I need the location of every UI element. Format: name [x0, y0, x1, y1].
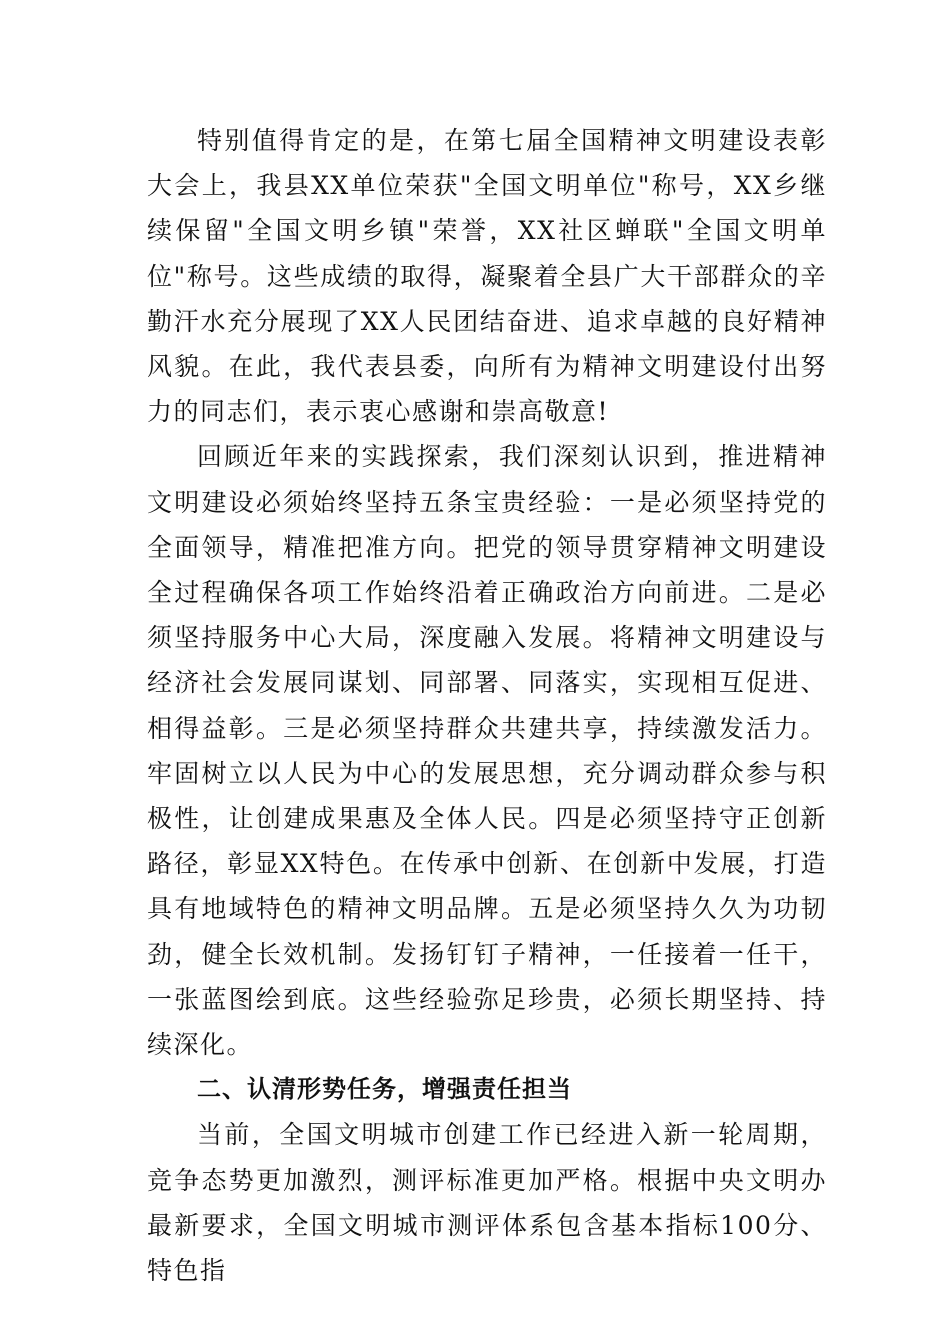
paragraph-experiences: 回顾近年来的实践探索，我们深刻认识到，推进精神文明建设必须始终坚持五条宝贵经验：一是必须坚持党的全面领导，精准把准方向。把党的领导贯穿精神文明建设全过程确保各项工作始终沿着正确政治方向前进。二是必须坚持服务中心大局，深度融入发展。将精神文明建设与经济社会发展同谋划、同部署、同落实，实现相互促进、相得益彰。三是必须坚持群众共建共享，持续激发活力。牢固树立以人民为中心的发展思想，充分调动群众参与积极性，让创建成果惠及全体人民。四是必须坚持守正创新路径，彰显XX特色。在传承中创新、在创新中发展，打造具有地域特色的精神文明品牌。五是必须坚持久久为功韧劲，健全长效机制。发扬钉钉子精神，一任接着一任干，一张蓝图绘到底。这些经验弥足珍贵，必须长期坚持、持续深化。 [147, 442, 827, 1060]
paragraph-situation: 当前，全国文明城市创建工作已经进入新一轮周期，竞争态势更加激烈，测评标准更加严格。根据中央文明办最新要求，全国文明城市测评体系包含基本指标100分、特色指 [147, 1120, 827, 1286]
section-heading: 二、认清形势任务，增强责任担当 [197, 1075, 572, 1104]
paragraph-achievements: 特别值得肯定的是，在第七届全国精神文明建设表彰大会上，我县XX单位荣获"全国文明单位"称号，XX乡继续保留"全国文明乡镇"荣誉，XX社区蝉联"全国文明单位"称号。这些成绩的取得，凝聚着全县广大干部群众的辛勤汗水充分展现了XX人民团结奋进、追求卓越的良好精神风貌。在此，我代表县委，向所有为精神文明建设付出努力的同志们，表示衷心感谢和崇高敬意! [147, 126, 827, 427]
document-body [147, 118, 827, 1293]
